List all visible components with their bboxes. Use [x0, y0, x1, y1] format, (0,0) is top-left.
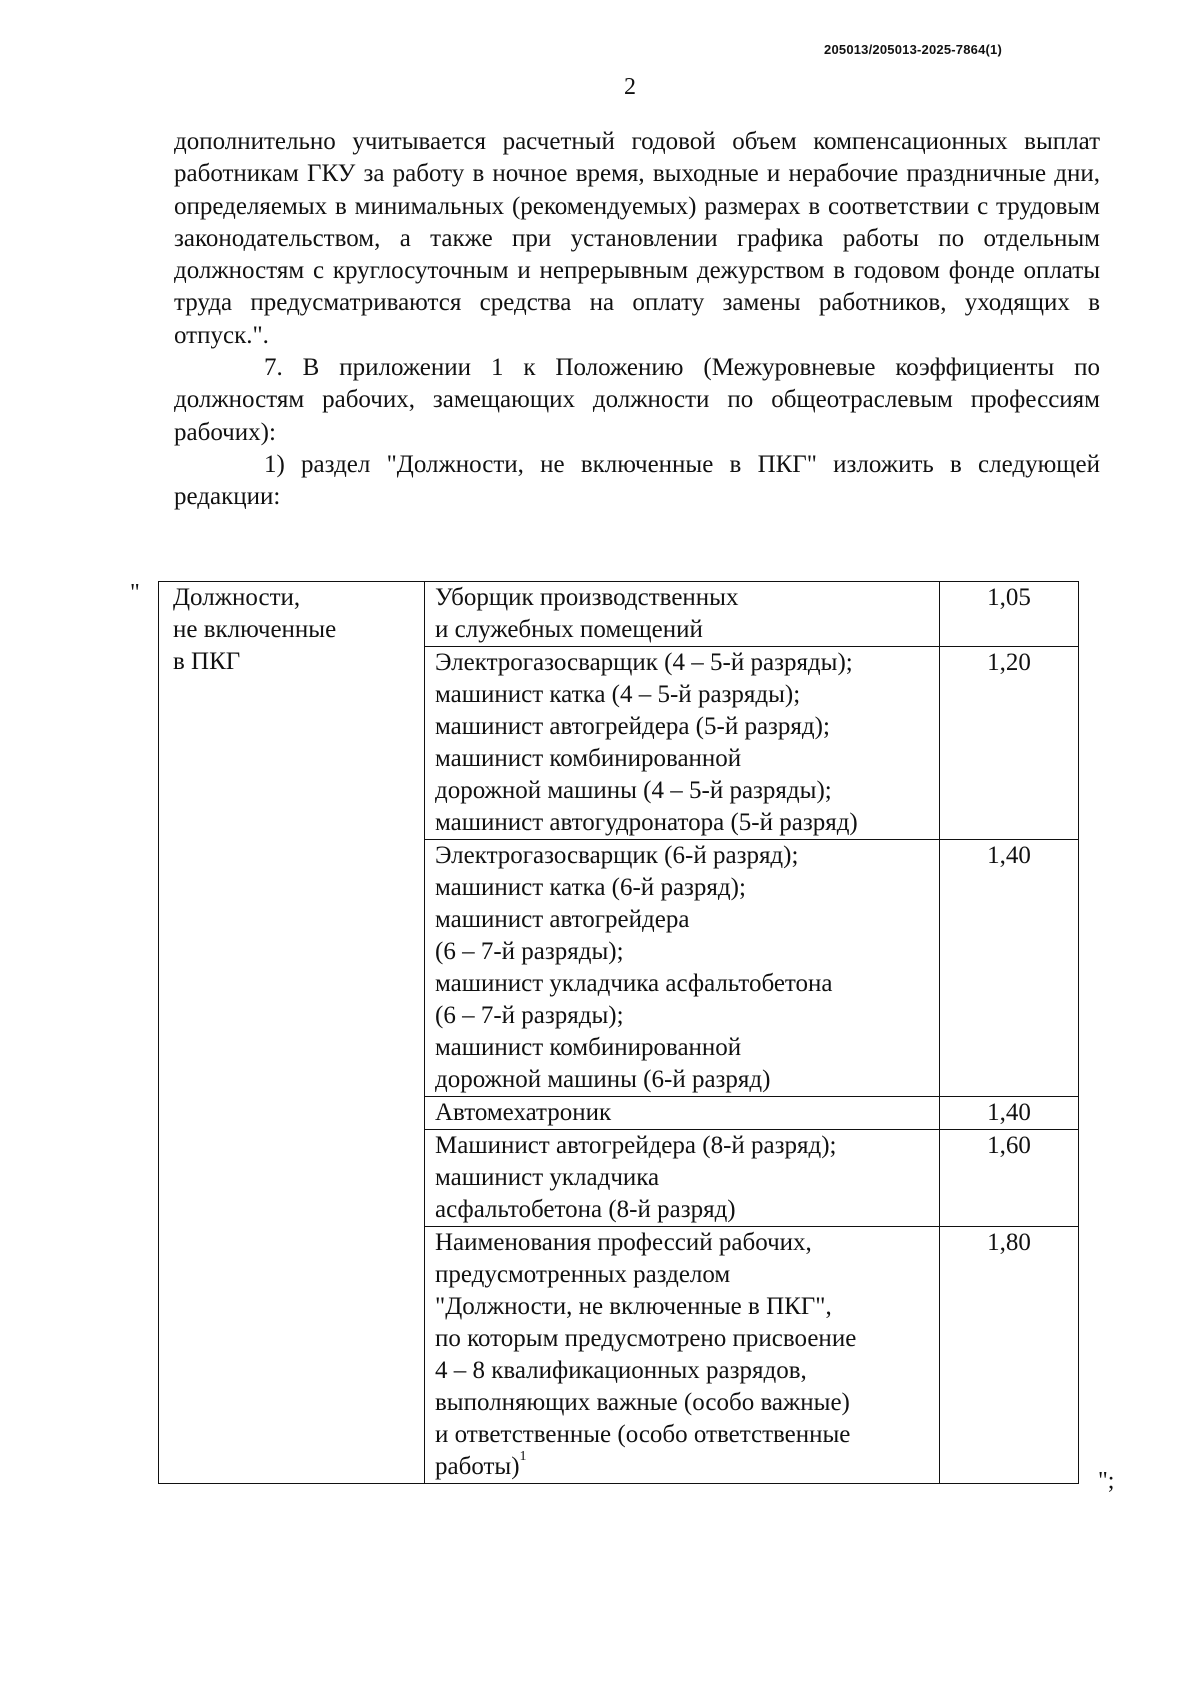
position-line	[435, 647, 933, 679]
position-line	[435, 872, 933, 904]
position-line	[435, 840, 933, 872]
position-text: предусмотренных разделом	[435, 1261, 731, 1288]
position-text: Уборщик производственных	[435, 584, 739, 611]
position-line	[435, 614, 933, 646]
closing-quote: ";	[1098, 1468, 1115, 1494]
position-text: машинист автогрейдера	[435, 906, 690, 933]
position-text: машинист катка (6-й разряд);	[435, 874, 746, 901]
footnote-marker: 1	[519, 1449, 527, 1464]
position-text: машинист катка (4 – 5-й разряды);	[435, 681, 801, 708]
position-text: дорожной машины (4 – 5-й разряды);	[435, 777, 832, 804]
position-line	[435, 1323, 933, 1355]
position-group-cell	[159, 582, 425, 1484]
position-text: Автомехатроник	[435, 1099, 612, 1126]
position-line	[435, 1451, 933, 1483]
position-text: Машинист автогрейдера (8-й разряд);	[435, 1132, 837, 1159]
position-line	[435, 1259, 933, 1291]
coefficient-cell: 1,05	[940, 582, 1079, 647]
position-line	[435, 1097, 933, 1129]
group-line: в ПКГ	[173, 648, 241, 675]
position-text: Электрогазосварщик (6-й разряд);	[435, 842, 799, 869]
group-line: не включенные	[173, 616, 337, 643]
paragraph-subitem-1: 1) раздел "Должности, не включенные в ПКГ" изложить в следующей редакции:	[174, 450, 1100, 511]
table-row	[159, 582, 1079, 647]
position-text: дорожной машины (6-й разряд)	[435, 1066, 771, 1093]
position-text: по которым предусмотрено присвоение	[435, 1325, 857, 1352]
position-line	[435, 1194, 933, 1226]
position-line	[435, 1162, 933, 1194]
position-text: Электрогазосварщик (4 – 5-й разряды);	[435, 649, 853, 676]
position-line	[435, 775, 933, 807]
position-text: и служебных помещений	[435, 616, 703, 643]
positions-cell	[425, 1227, 940, 1484]
position-text: работы)	[435, 1453, 520, 1480]
position-line	[435, 582, 933, 614]
position-text: Наименования профессий рабочих,	[435, 1229, 812, 1256]
position-line	[435, 743, 933, 775]
position-text: 4 – 8 квалификационных разрядов,	[435, 1357, 807, 1384]
position-line	[435, 904, 933, 936]
position-text: машинист комбинированной	[435, 1034, 742, 1061]
positions-cell	[425, 1097, 940, 1130]
position-text: (6 – 7-й разряды);	[435, 938, 624, 965]
position-line	[435, 968, 933, 1000]
coefficient-cell: 1,40	[940, 1097, 1079, 1130]
position-text: машинист автогудронатора (5-й разряд)	[435, 809, 858, 836]
coefficients-table	[158, 581, 1079, 1484]
positions-cell	[425, 840, 940, 1097]
position-text: (6 – 7-й разряды);	[435, 1002, 624, 1029]
position-text: машинист автогрейдера (5-й разряд);	[435, 713, 830, 740]
body-text	[174, 126, 1100, 514]
position-line	[435, 1032, 933, 1064]
position-line	[435, 1000, 933, 1032]
position-text: выполняющих важные (особо важные)	[435, 1389, 850, 1416]
position-text: "Должности, не включенные в ПКГ",	[435, 1293, 832, 1320]
position-line	[435, 807, 933, 839]
position-line	[435, 1227, 933, 1259]
page-number: 2	[624, 74, 636, 100]
document-id: 205013/205013-2025-7864(1)	[824, 42, 1002, 57]
coefficient-cell: 1,20	[940, 647, 1079, 840]
position-line	[435, 936, 933, 968]
paragraph-continuation: дополнительно учитывается расчетный годовой объем компенсационных выплат работникам ГКУ за работу в ночное время, выходные и нерабочие праздничные дни, определяемых в минимальных (рекомендуемых) размерах в соответствии с трудовым законодательством, а также при установлении графика работы по отдельным должностям с круглосуточным и непрерывным дежурством в годовом фонде оплаты труда предусматриваются средства на оплату замены работников, уходящих в отпуск.".	[174, 128, 1100, 349]
coefficient-cell: 1,60	[940, 1130, 1079, 1227]
position-line	[435, 1387, 933, 1419]
position-text: и ответственные (особо ответственные	[435, 1421, 851, 1448]
position-line	[435, 679, 933, 711]
coefficient-cell: 1,80	[940, 1227, 1079, 1484]
paragraph-item-7: 7. В приложении 1 к Положению (Межуровневые коэффициенты по должностям рабочих, замещающих должности по общеотраслевым профессиям рабочих):	[174, 354, 1100, 446]
positions-cell	[425, 582, 940, 647]
position-text: асфальтобетона (8-й разряд)	[435, 1196, 736, 1223]
opening-quote: "	[130, 580, 140, 606]
position-line	[435, 711, 933, 743]
position-text: машинист укладчика	[435, 1164, 660, 1191]
coefficient-cell: 1,40	[940, 840, 1079, 1097]
position-line	[435, 1419, 933, 1451]
position-line	[435, 1355, 933, 1387]
table-body	[159, 582, 1079, 1484]
position-text: машинист укладчика асфальтобетона	[435, 970, 833, 997]
positions-cell	[425, 647, 940, 840]
group-line: Должности,	[173, 584, 301, 611]
position-line	[435, 1130, 933, 1162]
position-text: машинист комбинированной	[435, 745, 742, 772]
position-line	[435, 1064, 933, 1096]
positions-cell	[425, 1130, 940, 1227]
position-line	[435, 1291, 933, 1323]
